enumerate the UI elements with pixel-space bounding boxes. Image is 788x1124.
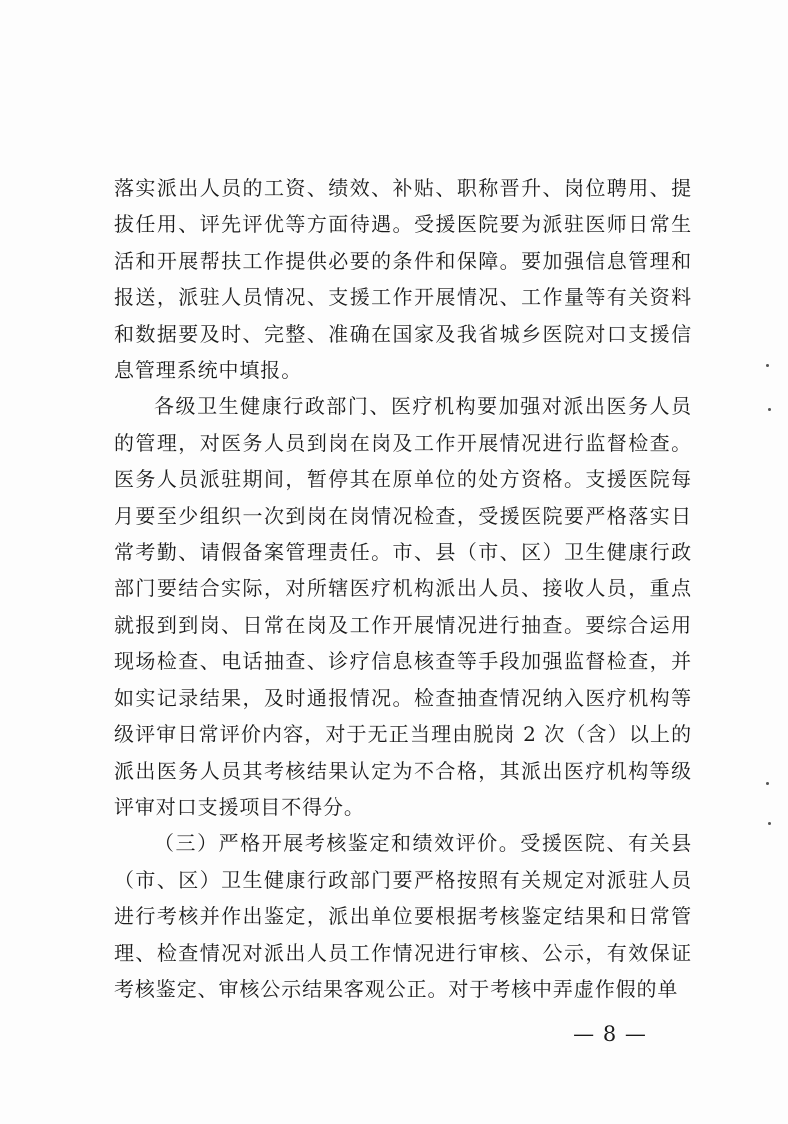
paragraph-3: （三）严格开展考核鉴定和绩效评价。受援医院、有关县（市、区）卫生健康行政部门要严格按照有关规定对派驻人员进行考核并作出鉴定，派出单位要根据考核鉴定结果和日常管理、检查情况对派出人员工作情况进行审核、公示，有效保证考核鉴定、审核公示结果客观公正。对于考核中弄虚作假的单 — [114, 831, 692, 1001]
body-text — [114, 170, 692, 1007]
paragraph-1: 落实派出人员的工资、绩效、补贴、职称晋升、岗位聘用、提拔任用、评先评优等方面待遇。受援医院要为派驻医师日常生活和开展帮扶工作提供必要的条件和保障。要加强信息管理和报送，派驻人员情况、支援工作开展情况、工作量等有关资料和数据要及时、完整、准确在国家及我省城乡医院对口支援信息管理系统中填报。 — [114, 176, 692, 383]
scan-speck — [768, 822, 771, 825]
scan-speck — [768, 408, 771, 411]
scan-speck — [766, 782, 769, 785]
page-number: — 8 — — [573, 1022, 647, 1046]
scan-speck — [766, 364, 769, 367]
paragraph-2: 各级卫生健康行政部门、医疗机构要加强对派出医务人员的管理，对医务人员到岗在岗及工作开展情况进行监督检查。医务人员派驻期间，暂停其在原单位的处方资格。支援医院每月要至少组织一次到岗在岗情况检查，受援医院要严格落实日常考勤、请假备案管理责任。市、县（市、区）卫生健康行政部门要结合实际，对所辖医疗机构派出人员、接收人员，重点就报到到岗、日常在岗及工作开展情况进行抽查。要综合运用现场检查、电话抽查、诊疗信息核查等手段加强监督检查，并如实记录结果，及时通报情况。检查抽查情况纳入医疗机构等级评审日常评价内容，对于无正当理由脱岗 2 次（含）以上的派出医务人员其考核结果认定为不合格，其派出医疗机构等级评审对口支援项目不得分。 — [114, 394, 692, 819]
